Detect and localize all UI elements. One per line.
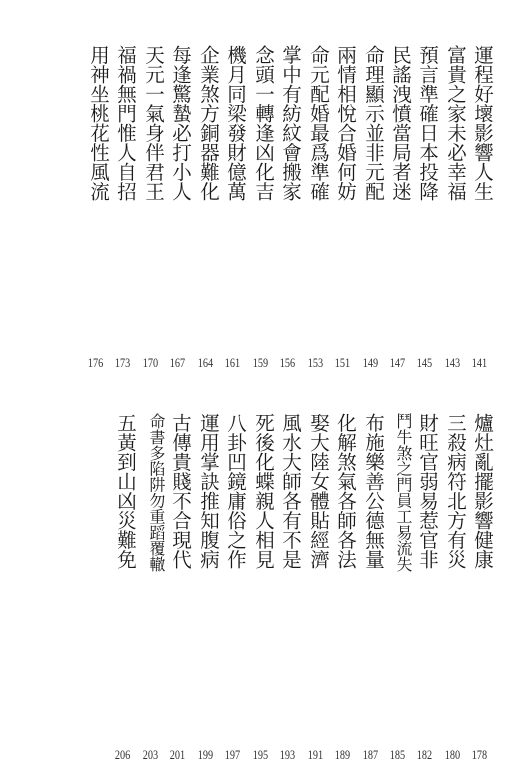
toc-entry-page: 141 <box>471 356 488 370</box>
toc-entry-title: 掌中有紡紋會搬家 <box>279 45 302 201</box>
toc-entry-title: 運程好壞影響人生 <box>471 45 494 201</box>
toc-entry-page: 153 <box>307 356 324 370</box>
toc-entry-page: 193 <box>279 748 296 762</box>
toc-entry-page: 151 <box>334 356 351 370</box>
toc-entry-title: 五黃到山凶災難免 <box>114 413 137 569</box>
toc-entry-page: 156 <box>279 356 296 370</box>
toc-entry-page: 159 <box>252 356 269 370</box>
toc-entry-page: 170 <box>142 356 159 370</box>
toc-entry-title: 古傳貴賤不合現代 <box>169 413 192 569</box>
toc-entry-page: 167 <box>169 356 186 370</box>
toc-entry-page: 173 <box>114 356 131 370</box>
toc-entry-page: 182 <box>416 748 433 762</box>
toc-entry-title: 念頭一轉逢凶化吉 <box>252 45 275 201</box>
toc-entry-title: 每逢驚蟄必打小人 <box>169 45 192 201</box>
toc-entry-title: 機月同梁發財億萬 <box>224 45 247 201</box>
toc-entry-page: 143 <box>444 356 461 370</box>
toc-entry-page: 187 <box>362 748 379 762</box>
toc-entry-title: 死後化蝶親人相見 <box>252 413 275 569</box>
toc-entry-page: 178 <box>471 748 488 762</box>
toc-entry-page: 164 <box>197 356 214 370</box>
toc-entry-title: 富貴之家未必幸福 <box>444 45 467 201</box>
toc-entry-page: 189 <box>334 748 351 762</box>
toc-entry-title: 命理顯示並非元配 <box>362 45 385 201</box>
toc-entry-page: 199 <box>197 748 214 762</box>
toc-entry-page: 185 <box>389 748 406 762</box>
toc-entry-title: 化解煞氣各師各法 <box>334 413 357 569</box>
toc-entry-title: 鬥牛煞之門員工易流失 <box>394 413 413 572</box>
toc-entry-title: 風水大師各有不是 <box>279 413 302 569</box>
toc-entry-title: 民謠洩憤當局者迷 <box>389 45 412 201</box>
toc-entry-title: 兩情相悅合婚何妨 <box>334 45 357 201</box>
toc-entry-title: 布施樂善公德無量 <box>362 413 385 569</box>
toc-entry-title: 爐灶亂擺影響健康 <box>471 413 494 569</box>
toc-entry-title: 命書多陷阱勿重蹈覆轍 <box>147 413 166 572</box>
toc-entry-page: 195 <box>252 748 269 762</box>
toc-entry-page: 197 <box>224 748 241 762</box>
toc-entry-title: 命元配婚最爲準確 <box>307 45 330 201</box>
toc-entry-title: 娶大陸女體貼經濟 <box>307 413 330 569</box>
toc-entry-page: 161 <box>224 356 241 370</box>
toc-entry-title: 預言準確日本投降 <box>416 45 439 201</box>
toc-entry-title: 福禍無門惟人自招 <box>114 45 137 201</box>
toc-entry-title: 八卦凹鏡庸俗之作 <box>224 413 247 569</box>
toc-entry-page: 203 <box>142 748 159 762</box>
toc-entry-page: 206 <box>114 748 131 762</box>
toc-entry-page: 149 <box>362 356 379 370</box>
toc-entry-title: 天元一氣身伴君王 <box>142 45 165 201</box>
toc-entry-title: 用神坐桃花性風流 <box>87 45 110 201</box>
toc-entry-title: 財旺官弱易惹官非 <box>416 413 439 569</box>
toc-entry-title: 運用掌訣推知腹病 <box>197 413 220 569</box>
toc-entry-page: 180 <box>444 748 461 762</box>
toc-entry-page: 201 <box>169 748 186 762</box>
toc-entry-page: 176 <box>87 356 104 370</box>
toc-entry-page: 145 <box>416 356 433 370</box>
toc-entry-title: 企業煞方銅器難化 <box>197 45 220 201</box>
toc-entry-title: 三殺病符北方有災 <box>444 413 467 569</box>
toc-entry-page: 147 <box>389 356 406 370</box>
toc-entry-page: 191 <box>307 748 324 762</box>
